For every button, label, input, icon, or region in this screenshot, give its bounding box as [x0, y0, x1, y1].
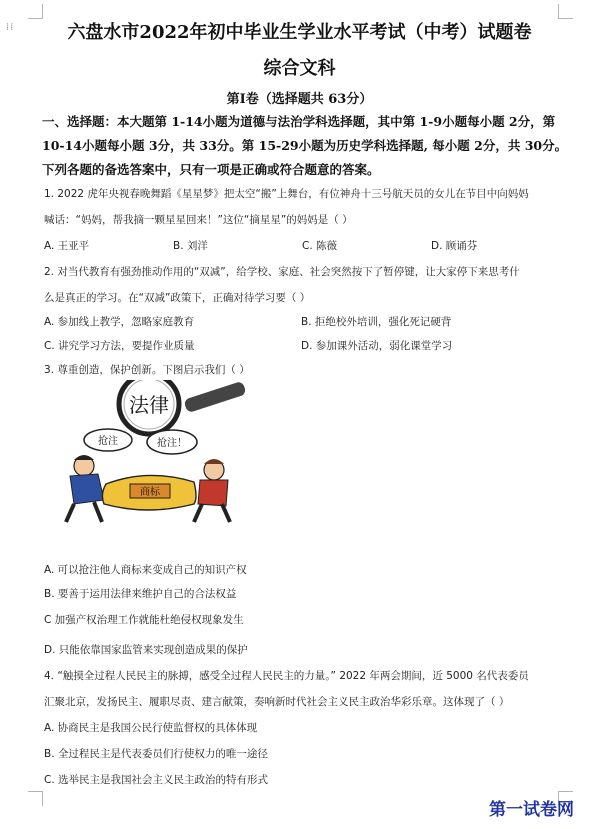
q1-stem: 喊话：“妈妈，帮我摘一颗星星回来！”这位“摘星星”的妈妈是（ ） [44, 214, 353, 226]
speech-bubble-right-text: 抢注！ [157, 438, 187, 449]
q2-option-d[interactable]: D. 参加课外活动，弱化课堂学习 [301, 340, 453, 352]
q3-option-b[interactable]: B. 要善于运用法律来维护自己的合法权益 [44, 588, 237, 600]
drag-handle-icon[interactable]: ⁞⁞ [6, 22, 15, 33]
q1-option-c[interactable]: C. 陈薇 [302, 240, 338, 252]
q3-option-d[interactable]: D. 只能依靠国家监管来实现创造成果的保护 [44, 644, 248, 656]
page-corner-mark [28, 791, 43, 806]
q4-stem: 4. “触摸全过程人民民主的脉搏，感受全过程人民民主的力量。” 2022 年两会期间，近 5000 名代表委员 [44, 670, 529, 682]
q3-option-c[interactable]: C 加强产权治理工作就能杜绝侵权现象发生 [44, 614, 244, 626]
exam-title: 六盘水市2022年初中毕业生学业水平考试（中考）试题卷 [67, 22, 532, 43]
speech-bubble-left-text: 抢注 [98, 436, 118, 447]
q1-option-a[interactable]: A. 王亚平 [44, 240, 90, 252]
instruction-line: 一、选择题：本大题第 1-14小题为道德与法治学科选择题，其中第 1-9小题每小题 2分，第 [42, 114, 556, 129]
instructions [42, 110, 572, 182]
q4-option-c[interactable]: C. 选举民主是我国社会主义民主政治的特有形式 [44, 774, 269, 786]
q1-option-d[interactable]: D. 顾诵芬 [431, 240, 478, 252]
q2-stem: 2. 对当代教育有强劲推动作用的“双减”，给学校、家庭、社会突然按下了暂停键，让大家停下来思考什 [44, 266, 520, 278]
q4-option-a[interactable]: A. 协商民主是我国公民行使监督权的具体体现 [44, 722, 258, 734]
exam-subject: 综合文科 [263, 58, 336, 79]
q4-option-b[interactable]: B. 全过程民主是代表委员们行使权力的唯一途径 [44, 748, 268, 760]
trademark-sack-label: 商标 [140, 487, 160, 498]
q2-option-c[interactable]: C. 讲究学习方法，要提作业质量 [44, 340, 195, 352]
page-corner-mark [558, 4, 573, 19]
q1-stem: 1. 2022 虎年央视春晚舞蹈《星星梦》把太空“搬”上舞台，有位神舟十三号航天员的女儿在节目中向妈妈 [44, 188, 529, 200]
q2-option-b[interactable]: B. 拒绝校外培训，强化死记硬背 [301, 316, 452, 328]
q4-stem: 汇聚北京，发扬民主、履职尽责、建言献策，奏响新时代社会主义民主政治华彩乐章。这体现了（ ） [44, 696, 510, 708]
q2-option-a[interactable]: A. 参加线上教学，忽略家庭教育 [44, 316, 195, 328]
instruction-line: 下列各题的备选答案中，只有一项是正确或符合题意的答案。 [42, 162, 380, 177]
q3-stem: 3. 尊重创造，保护创新。下图启示我们（ ） [44, 364, 250, 376]
q3-option-a[interactable]: A. 可以抢注他人商标来变成自己的知识产权 [44, 564, 247, 576]
q1-option-b[interactable]: B. 刘洋 [173, 240, 208, 252]
exam-part-heading: 第Ⅰ卷（选择题共 63分） [226, 92, 373, 107]
instruction-line: 10-14小题每小题 3分，共 33分。第 15-29小题为历史学科选择题, 每小题 2分，共 30分。 [42, 138, 568, 153]
q2-stem: 么是真正的学习。在“双减”政策下，正确对待学习要（ ） [44, 292, 311, 304]
magnifier-label: 法律 [129, 393, 169, 417]
site-watermark: 第一试卷网 [489, 800, 574, 820]
page-corner-mark [28, 4, 43, 19]
trademark-cartoon [44, 380, 250, 528]
